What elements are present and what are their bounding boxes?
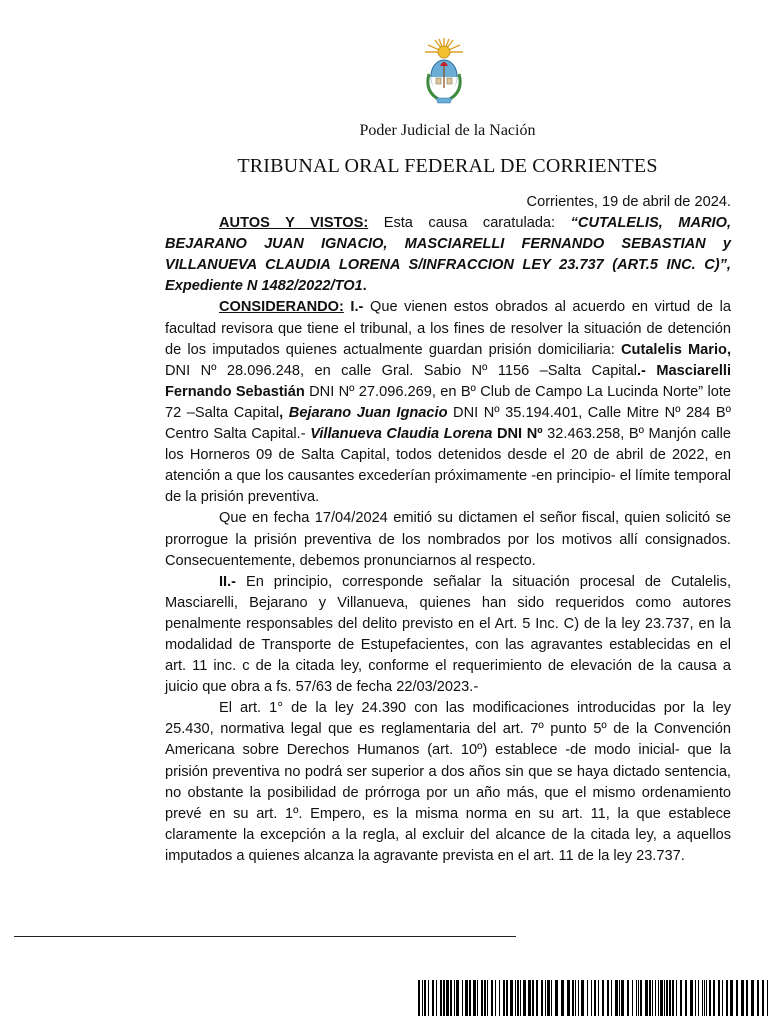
paragraph-fiscal: Que en fecha 17/04/2024 emitió su dictamen el señor fiscal, quien solicitó se prorrogue la prisión preventiva de los nombrados por los motivos allí consignados. Consecuentemente, debemos pronunciarnos al respecto. (165, 510, 731, 569)
court-name: Poder Judicial de la Nación (359, 122, 536, 139)
paragraph-text: .- (636, 362, 657, 379)
paragraph-text: DNI Nº (492, 426, 543, 443)
paragraph-text: DNI Nº 28.096.248, en calle Gral. Sabio Nº 1156 –Salta Capital (165, 362, 637, 379)
footnote-divider (14, 936, 516, 937)
document-body (165, 192, 731, 867)
section-numeral: I.- (343, 299, 364, 316)
paragraph-text: Esta causa caratulada: (368, 215, 571, 232)
heading-autos-y-vistos: AUTOS Y VISTOS: (219, 215, 369, 232)
case-title: “CUTALELIS, MARIO, BEJARANO JUAN IGNACIO, MASCIARELLI FERNANDO SEBASTIAN y VILLANUEVA CLAUDIA LORENA S/INFRACCION LEY 23.737 (ART.5 INC. C)”, Expediente N 1482/2022/TO1 (165, 215, 731, 295)
date-line: Corrientes, 19 de abril de 2024. (526, 194, 731, 210)
tribunal-name: TRIBUNAL ORAL FEDERAL DE CORRIENTES (237, 155, 658, 177)
defendant-name: Villanueva Claudia Lorena (310, 426, 493, 443)
paragraph-autos-y-vistos (165, 213, 731, 297)
paragraph-text: En principio, corresponde señalar la situación procesal de Cutalelis, Masciarelli, Bejarano y Villanueva, quienes han sido requeridos como autores penalmente responsables del delito previsto en el Art. 5 Inc. C) de la ley 23.737, en la modalidad de Transporte de Estupefacientes, con las agravantes establecidas en el art. 11 inc. c de la citada ley, conforme el requerimiento de elevación de la causa a juicio que obra a fs. 57/63 de fecha 22/03/2023.- (165, 573, 731, 696)
paragraph-ley-24390: El art. 1° de la ley 24.390 con las modificaciones introducidas por la ley 25.430, normativa legal que es reglamentaria del art. 7º punto 5º de la Convención Americana sobre Derechos Humanos (art. 10º) establece -de modo inicial- que la prisión preventiva no podrá ser superior a dos años sin que se haya dictado sentencia, no obstante la posibilidad de prórroga por un año más, que el mismo ordenamiento prevé en su art. 1º. Empero, es la misma norma en su art. 11, la que establece claramente la excepción a la regla, al excluir del alcance de la citada ley, a aquellos imputados a quienes alcanza la agravante prevista en el art. 11 de la ley 23.737. (165, 700, 731, 864)
paragraph-text: Que vienen estos obrados al acuerdo en virtud de la facultad revisora que tiene el tribunal, a los fines de resolver la situación de detención de los imputados quienes actualmente guardan prisión domiciliaria: (165, 299, 731, 358)
defendant-name: Cutalelis Mario, (621, 341, 731, 358)
defendant-name: Bejarano Juan Ignacio (283, 404, 448, 421)
barcode-icon (418, 980, 768, 1016)
paragraph-section-ii (165, 572, 731, 699)
argentina-coat-of-arms-icon (420, 36, 468, 106)
paragraph-text: , (279, 404, 284, 421)
paragraph-text: DNI Nº 27.096.269, en Bº Club de Campo La Lucinda Norte” lote 72 –Salta Capital (165, 383, 731, 421)
section-numeral: II.- (219, 573, 237, 590)
paragraph-text: . (362, 278, 367, 295)
heading-considerando: CONSIDERANDO: (219, 299, 344, 316)
defendant-name: Masciarelli Fernando Sebastián (165, 362, 731, 400)
paragraph-considerando (165, 297, 731, 508)
paragraph-text: 32.463.258, Bº Manjón calle los Horneros 09 de Salta Capital, todos detenidos desde el 20 de abril de 2022, en atención a que los causantes excederían próximamente -en principio- el límite temporal de la prisión preventiva. (165, 426, 731, 506)
paragraph-text: DNI Nº 35.194.401, Calle Mitre Nº 284 Bº Centro Salta Capital.- (165, 404, 731, 443)
